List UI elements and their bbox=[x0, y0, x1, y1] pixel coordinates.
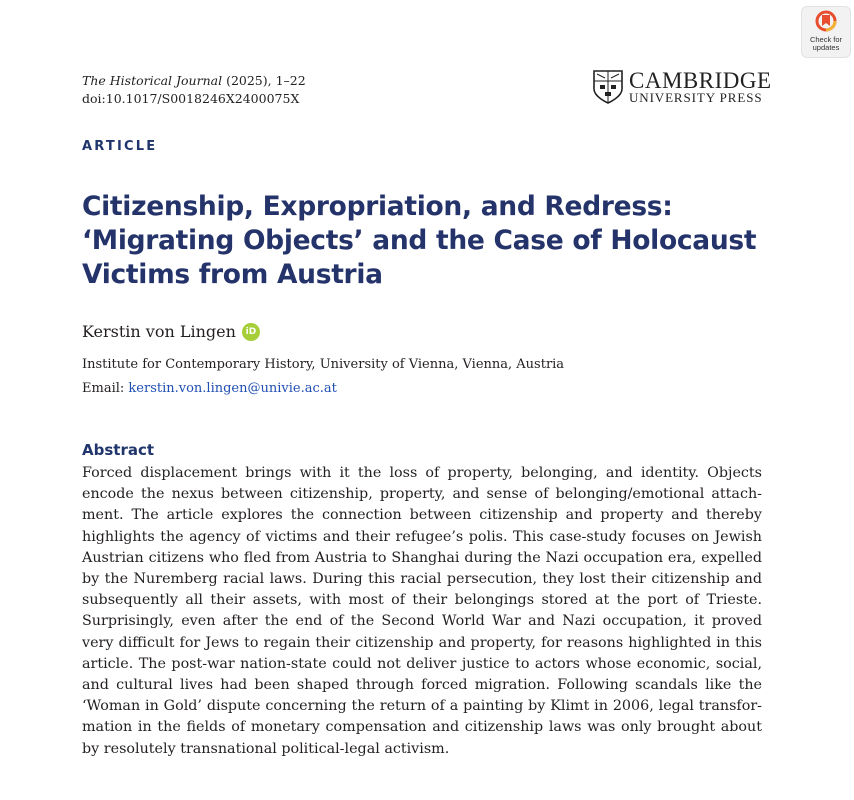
publisher-subtitle: UNIVERSITY PRESS bbox=[629, 90, 763, 105]
journal-year-pages: (2025), 1–22 bbox=[222, 73, 306, 88]
email-link[interactable]: kerstin.von.lingen@univie.ac.at bbox=[128, 381, 337, 396]
journal-name: The Historical Journal bbox=[82, 73, 223, 88]
cambridge-shield-icon bbox=[593, 70, 623, 104]
abstract-line: mation in the fields of monetary compensation and citizenship laws was only brought about bbox=[82, 719, 762, 736]
journal-citation bbox=[82, 72, 306, 108]
doi[interactable]: doi:10.1017/S0018246X2400075X bbox=[82, 91, 300, 106]
orcid-icon[interactable]: iD bbox=[242, 323, 260, 341]
abstract-line: Surprisingly, even after the end of the Second World War and Nazi occupation, it proved bbox=[82, 613, 762, 630]
abstract-line: and cultural lives had been shaped through forced migration. Following scandals like the bbox=[82, 677, 762, 694]
abstract-line: subsequently all their assets, with most of their belongings stored at the port of Trieste. bbox=[82, 592, 762, 609]
article-type-label: ARTICLE bbox=[82, 139, 158, 154]
abstract-line: highlights the agency of victims and their refugee’s polis. This case-study focuses on Jewish bbox=[82, 528, 762, 545]
check-updates-line2: updates bbox=[812, 43, 840, 52]
title-line: Victims from Austria bbox=[82, 259, 383, 290]
affiliation: Institute for Contemporary History, University of Vienna, Vienna, Austria bbox=[82, 357, 565, 372]
publisher-name: CAMBRIDGE bbox=[629, 68, 772, 93]
author-line bbox=[82, 322, 260, 341]
abstract-line: by resolutely transnational political-legal activism. bbox=[82, 740, 450, 757]
abstract-line: Austrian citizens who fled from Austria to Shanghai during the Nazi occupation era, expelled bbox=[82, 549, 762, 566]
abstract-line: Forced displacement brings with it the loss of property, belonging, and identity. Objects bbox=[82, 465, 762, 481]
email-line bbox=[82, 381, 337, 396]
author-name[interactable]: Kerstin von Lingen bbox=[82, 322, 236, 341]
journal-title-line bbox=[82, 72, 306, 90]
abstract-line: article. The post-war nation-state could not deliver justice to actors whose economic, social, bbox=[82, 655, 762, 672]
check-updates-line1: Check for bbox=[809, 35, 843, 44]
title-line: Citizenship, Expropriation, and Redress: bbox=[82, 191, 673, 222]
cambridge-logo bbox=[593, 68, 772, 106]
abstract-heading: Abstract bbox=[82, 441, 155, 459]
abstract-line: ‘Woman in Gold’ dispute concerning the return of a painting by Klimt in 2006, legal transfor- bbox=[82, 698, 762, 715]
abstract-line: ment. The article explores the connection between citizenship and property and thereby bbox=[82, 507, 762, 524]
check-for-updates-button[interactable] bbox=[801, 6, 851, 58]
title-line: ‘Migrating Objects’ and the Case of Holocaust bbox=[82, 225, 757, 256]
email-label: Email: bbox=[82, 381, 129, 396]
abstract-line: encode the nexus between citizenship, property, and sense of belonging/emotional attach- bbox=[82, 486, 762, 503]
check-updates-icon bbox=[814, 10, 838, 32]
abstract-body bbox=[82, 463, 762, 760]
abstract-line: by the Nuremberg racial laws. During this racial persecution, they lost their citizenship and bbox=[82, 571, 762, 588]
article-title bbox=[82, 190, 772, 292]
abstract-line: very difficult for Jews to regain their citizenship and property, for reasons highlighted in this bbox=[82, 634, 762, 651]
